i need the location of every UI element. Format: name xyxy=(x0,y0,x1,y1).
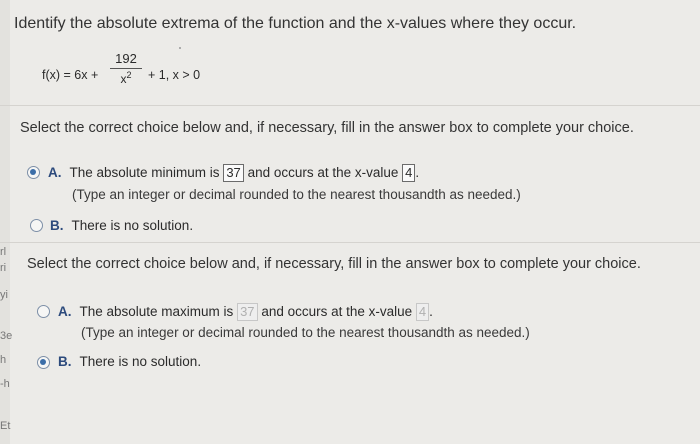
section-divider xyxy=(0,105,700,106)
edge-fragment: h xyxy=(0,354,7,366)
part2-instruction: Select the correct choice below and, if necessary, fill in the answer box to complete your choice. xyxy=(27,256,641,272)
part2-choice-b-radio[interactable] xyxy=(37,356,50,369)
stray-dot xyxy=(179,47,181,49)
part1-choice-b-radio[interactable] xyxy=(30,219,43,232)
fraction-denominator: $x^2$ xyxy=(120,70,132,86)
part1-min-value-box[interactable]: 37 xyxy=(223,164,243,182)
part1-choice-a[interactable]: A. The absolute minimum is 37 and occurs at the x-value 4 . xyxy=(48,165,420,180)
part1-x-value-box[interactable]: 4 xyxy=(402,164,415,182)
edge-fragment: Et xyxy=(0,420,11,432)
part1-choice-a-radio[interactable] xyxy=(27,166,40,179)
part2-choice-a-radio[interactable] xyxy=(37,305,50,318)
fraction-numerator: 192 xyxy=(115,51,137,66)
question-prompt: Identify the absolute extrema of the function and the x-values where they occur. xyxy=(14,15,577,32)
function-fraction xyxy=(109,51,143,86)
edge-fragment: yi xyxy=(0,289,8,301)
fraction-bar xyxy=(110,68,142,69)
edge-fragment: -h xyxy=(0,378,10,390)
part1-choice-a-hint: (Type an integer or decimal rounded to the nearest thousandth as needed.) xyxy=(72,187,521,202)
edge-fragment: 3e xyxy=(0,330,13,342)
part2-max-value-box[interactable]: 37 xyxy=(237,303,257,321)
edge-fragment: rl xyxy=(0,246,7,258)
part1-choice-b[interactable]: B. There is no solution. xyxy=(50,218,194,233)
part1-instruction: Select the correct choice below and, if necessary, fill in the answer box to complete your choice. xyxy=(20,120,634,136)
function-rest: + 1, x > 0 xyxy=(148,68,201,82)
part2-choice-a[interactable]: A. The absolute maximum is 37 and occurs at the x-value 4 . xyxy=(58,304,433,319)
section-divider xyxy=(0,242,700,243)
part2-choice-b[interactable]: B. There is no solution. xyxy=(58,354,202,369)
part2-choice-a-hint: (Type an integer or decimal rounded to the nearest thousandth as needed.) xyxy=(81,325,530,340)
edge-fragment: ri xyxy=(0,262,7,274)
part2-x-value-box[interactable]: 4 xyxy=(416,303,429,321)
function-lhs: f(x) = 6x + xyxy=(42,68,99,82)
